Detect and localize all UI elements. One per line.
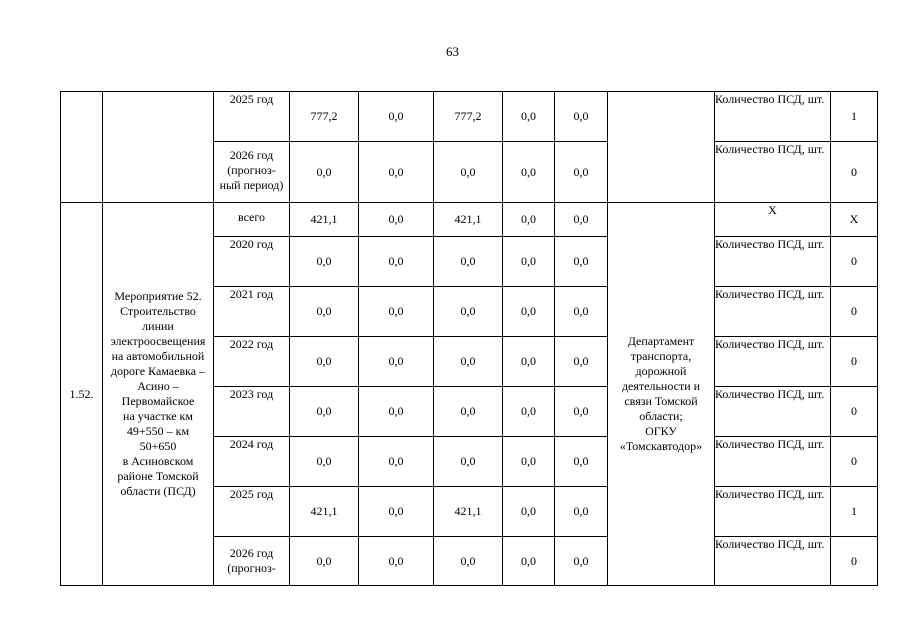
total-amount-cell: 0,0	[290, 387, 359, 437]
target-value-cell: 1	[831, 92, 878, 142]
empty-executor-cell	[608, 92, 715, 203]
local-budget-cell: 0,0	[503, 287, 555, 337]
measure-name: Мероприятие 52. Строительство линии электроосвещения на автомобильной дороге Камаевка – Асино – Первомайское на участке км 49+550 – км 50+650 в Асиновском районе Томской области (ПСД)	[103, 203, 214, 586]
program-table	[60, 91, 878, 586]
other-sources-cell: 0,0	[555, 387, 608, 437]
regional-budget-cell: 0,0	[434, 387, 503, 437]
year-cell: 2020 год	[214, 237, 290, 287]
federal-budget-cell: 0,0	[359, 437, 434, 487]
other-sources-cell: 0,0	[555, 203, 608, 237]
year-cell: 2021 год	[214, 287, 290, 337]
regional-budget-cell: 0,0	[434, 142, 503, 203]
regional-budget-cell: 0,0	[434, 287, 503, 337]
federal-budget-cell: 0,0	[359, 142, 434, 203]
regional-budget-cell: 421,1	[434, 203, 503, 237]
indicator-cell: Количество ПСД, шт.	[715, 142, 831, 203]
federal-budget-cell: 0,0	[359, 203, 434, 237]
total-amount-cell: 0,0	[290, 287, 359, 337]
target-value-cell: 0	[831, 142, 878, 203]
local-budget-cell: 0,0	[503, 337, 555, 387]
other-sources-cell: 0,0	[555, 287, 608, 337]
local-budget-cell: 0,0	[503, 387, 555, 437]
target-value-cell: 1	[831, 487, 878, 537]
local-budget-cell: 0,0	[503, 203, 555, 237]
total-amount-cell: 421,1	[290, 203, 359, 237]
federal-budget-cell: 0,0	[359, 92, 434, 142]
regional-budget-cell: 0,0	[434, 337, 503, 387]
federal-budget-cell: 0,0	[359, 237, 434, 287]
total-amount-cell: 421,1	[290, 487, 359, 537]
empty-id-cell	[61, 92, 103, 203]
federal-budget-cell: 0,0	[359, 487, 434, 537]
regional-budget-cell: 777,2	[434, 92, 503, 142]
regional-budget-cell: 421,1	[434, 487, 503, 537]
other-sources-cell: 0,0	[555, 142, 608, 203]
target-value-cell: 0	[831, 287, 878, 337]
federal-budget-cell: 0,0	[359, 337, 434, 387]
other-sources-cell: 0,0	[555, 487, 608, 537]
total-amount-cell: 777,2	[290, 92, 359, 142]
other-sources-cell: 0,0	[555, 437, 608, 487]
target-value-cell: 0	[831, 337, 878, 387]
page-number: 63	[446, 44, 459, 59]
target-value-cell: Х	[831, 203, 878, 237]
total-amount-cell: 0,0	[290, 337, 359, 387]
empty-name-cell	[103, 92, 214, 203]
regional-budget-cell: 0,0	[434, 237, 503, 287]
year-cell: всего	[214, 203, 290, 237]
other-sources-cell: 0,0	[555, 337, 608, 387]
local-budget-cell: 0,0	[503, 142, 555, 203]
total-amount-cell: 0,0	[290, 142, 359, 203]
item-number: 1.52.	[61, 203, 103, 586]
target-value-cell: 0	[831, 237, 878, 287]
year-cell: 2026 год (прогноз- ный период)	[214, 142, 290, 203]
federal-budget-cell: 0,0	[359, 287, 434, 337]
other-sources-cell: 0,0	[555, 537, 608, 586]
local-budget-cell: 0,0	[503, 237, 555, 287]
local-budget-cell: 0,0	[503, 487, 555, 537]
total-amount-cell: 0,0	[290, 437, 359, 487]
other-sources-cell: 0,0	[555, 92, 608, 142]
federal-budget-cell: 0,0	[359, 537, 434, 586]
local-budget-cell: 0,0	[503, 437, 555, 487]
indicator-cell: Количество ПСД, шт.	[715, 387, 831, 437]
local-budget-cell: 0,0	[503, 537, 555, 586]
year-cell: 2024 год	[214, 437, 290, 487]
indicator-cell: Количество ПСД, шт.	[715, 92, 831, 142]
total-amount-cell: 0,0	[290, 537, 359, 586]
target-value-cell: 0	[831, 437, 878, 487]
indicator-cell: Количество ПСД, шт.	[715, 337, 831, 387]
executor-cell: Департамент транспорта, дорожной деятельности и связи Томской области; ОГКУ «Томскавтодор»	[608, 203, 715, 586]
local-budget-cell: 0,0	[503, 92, 555, 142]
table-row	[61, 203, 878, 237]
other-sources-cell: 0,0	[555, 237, 608, 287]
indicator-cell: Количество ПСД, шт.	[715, 287, 831, 337]
target-value-cell: 0	[831, 537, 878, 586]
target-value-cell: 0	[831, 387, 878, 437]
regional-budget-cell: 0,0	[434, 437, 503, 487]
indicator-cell: Количество ПСД, шт.	[715, 437, 831, 487]
year-cell: 2026 год (прогноз-	[214, 537, 290, 586]
total-amount-cell: 0,0	[290, 237, 359, 287]
regional-budget-cell: 0,0	[434, 537, 503, 586]
indicator-cell: Количество ПСД, шт.	[715, 487, 831, 537]
indicator-cell: Количество ПСД, шт.	[715, 237, 831, 287]
indicator-cell: Х	[715, 203, 831, 237]
table-row	[61, 92, 878, 142]
year-cell: 2023 год	[214, 387, 290, 437]
year-cell: 2025 год	[214, 487, 290, 537]
year-cell: 2025 год	[214, 92, 290, 142]
indicator-cell: Количество ПСД, шт.	[715, 537, 831, 586]
year-cell: 2022 год	[214, 337, 290, 387]
federal-budget-cell: 0,0	[359, 387, 434, 437]
